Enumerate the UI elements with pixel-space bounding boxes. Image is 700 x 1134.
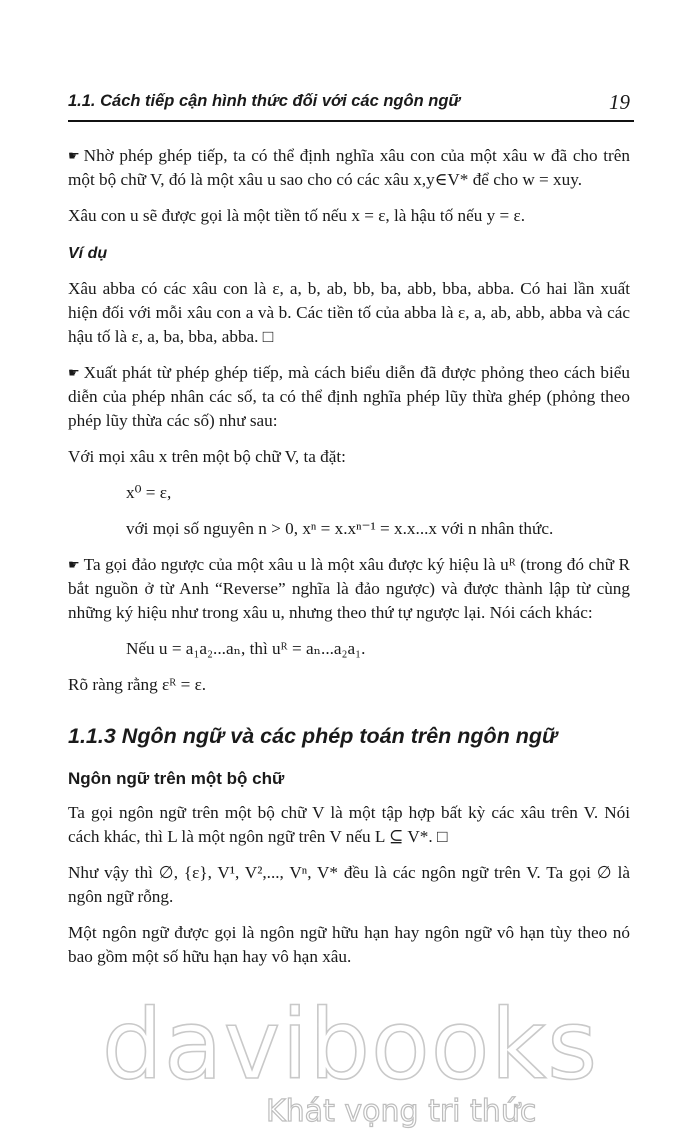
- paragraph-reverse-definition: [68, 553, 630, 625]
- paragraph-prefix-suffix: Xâu con u sẽ được gọi là một tiền tố nếu x = ε, là hậu tố nếu y = ε.: [68, 206, 525, 225]
- paragraph-reverse-empty: Rõ ràng rằng εᴿ = ε.: [68, 675, 207, 694]
- section-heading: 1.1.3 Ngôn ngữ và các phép toán trên ngôn ngữ: [68, 724, 558, 748]
- paragraph-finite-infinite: Một ngôn ngữ được gọi là ngôn ngữ hữu hạn hay ngôn ngữ vô hạn tùy theo nó bao gồm một số hữu hạn hay vô hạn xâu.: [68, 923, 630, 966]
- pointing-hand-icon: ☛: [68, 148, 80, 163]
- paragraph-text: Nhờ phép ghép tiếp, ta có thể định nghĩa xâu con của một xâu w đã cho trên một bộ chữ V, đó là một xâu u sao cho có các xâu x,y∈V* để cho w = xuy.: [68, 146, 630, 189]
- paragraph-text: Ta gọi đảo ngược của một xâu u là một xâu được ký hiệu là uᴿ (trong đó chữ R bắt nguồn ở từ Anh “Reverse” nghĩa là đảo ngược) và được thành lập từ cùng những ký hiệu như trong xâu u, nhưng theo thứ tự ngược lại. Nói cách khác:: [68, 555, 630, 622]
- watermark-brand: davibooks: [101, 989, 599, 1101]
- paragraph-for-all-strings: Với mọi xâu x trên một bộ chữ V, ta đặt:: [68, 447, 346, 466]
- formula-power-n: với mọi số nguyên n > 0, xⁿ = x.xⁿ⁻¹ = x.x...x với n nhân thức.: [126, 519, 554, 538]
- page-content: [68, 144, 630, 969]
- formula-power-zero: x⁰ = ε,: [126, 483, 172, 502]
- page-number: 19: [609, 90, 630, 114]
- paragraph-example: Xâu abba có các xâu con là ε, a, b, ab, bb, ba, abb, bba, abba. Có hai lần xuất hiện đối với mỗi xâu con a và b. Các tiền tố của abba là ε, a, ab, abb, abba và các hậu tố là ε, a, ba, bba, abba. □: [68, 279, 630, 346]
- paragraph-power-intro: [68, 361, 630, 433]
- paragraph-text: Xuất phát từ phép ghép tiếp, mà cách biểu diễn đã được phỏng theo cách biểu diễn của phép nhân các số, ta có thể định nghĩa phép lũy thừa ghép (phỏng theo phép lũy thừa các số) như sau:: [68, 363, 630, 430]
- paragraph-substring-definition: [68, 144, 630, 192]
- chapter-title: 1.1. Cách tiếp cận hình thức đối với các ngôn ngữ: [68, 92, 461, 110]
- subsection-heading: Ngôn ngữ trên một bộ chữ: [68, 769, 285, 788]
- example-heading: Ví dụ: [68, 245, 108, 262]
- formula-reverse: Nếu u = a₁a₂...aₙ, thì uᴿ = aₙ...a₂a₁.: [126, 639, 366, 658]
- pointing-hand-icon: ☛: [68, 557, 80, 572]
- pointing-hand-icon: ☛: [68, 365, 80, 380]
- running-header: [68, 88, 634, 122]
- watermark-slogan: Khát vọng tri thức: [266, 1094, 537, 1129]
- paragraph-language-examples: Như vậy thì ∅, {ε}, V¹, V²,..., Vⁿ, V* đều là các ngôn ngữ trên V. Ta gọi ∅ là ngôn ngữ rỗng.: [68, 863, 630, 906]
- paragraph-language-definition: Ta gọi ngôn ngữ trên một bộ chữ V là một tập hợp bất kỳ các xâu trên V. Nói cách khác, thì L là một ngôn ngữ trên V nếu L ⊆ V*. □: [68, 803, 630, 846]
